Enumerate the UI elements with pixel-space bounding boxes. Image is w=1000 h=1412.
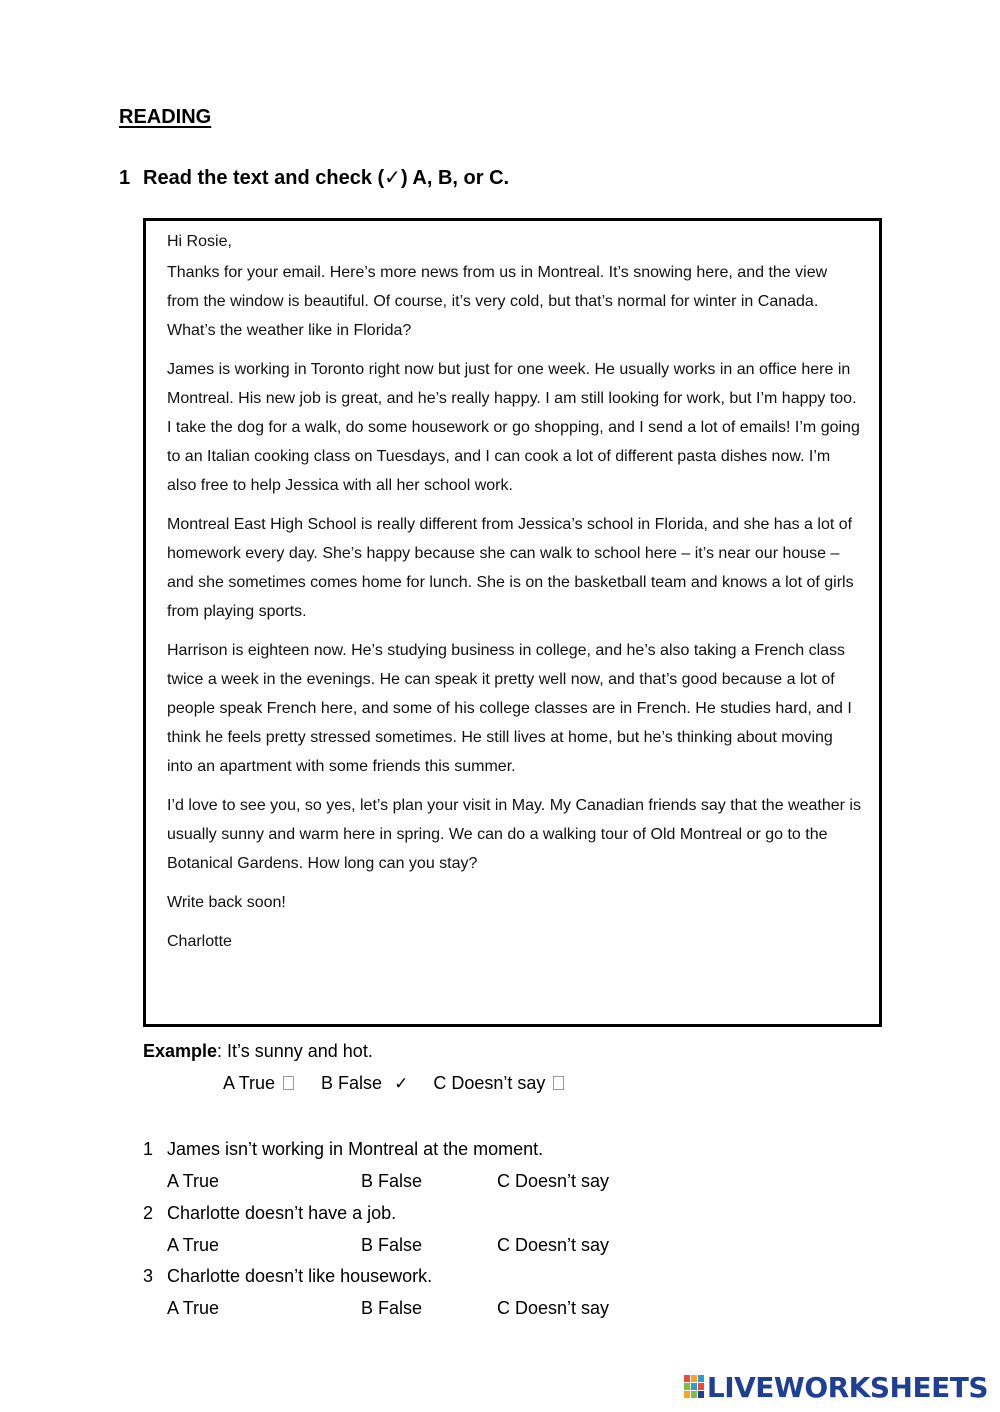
example-option-c [433,1073,564,1094]
question-number: 3 [143,1266,154,1286]
option-false[interactable]: B False [361,1171,423,1191]
reading-text-box [143,218,882,1027]
brand-name: LIVEWORKSHEETS [706,1370,988,1404]
question-2 [143,1203,396,1224]
example-option-c-label: C Doesn’t say [433,1073,546,1093]
letter-paragraph: Harrison is eighteen now. He’s studying business in college, and he’s also taking a French class twice a week in the evenings. He can speak it pretty well now, and that’s good because a lot of people speak French here, and some of his college classes are in French. He studies hard, and I think he feels pretty stressed sometimes. He still lives at home, but he’s thinking about moving into an apartment with some friends this summer. [167,642,852,775]
example-label: Example [143,1041,218,1061]
checkbox-icon [553,1076,564,1090]
letter [167,232,862,966]
question-text: James isn’t working in Montreal at the moment. [167,1139,544,1159]
section-title: READING [119,106,212,128]
checkmark-icon: ✓ [394,1074,409,1093]
option-false[interactable]: B False [361,1298,423,1318]
option-doesnt-say[interactable]: C Doesn’t say [497,1171,610,1191]
example-option-b-label: B False [321,1073,383,1093]
letter-greeting: Hi Rosie, [167,233,232,250]
exercise-number: 1 [119,167,131,189]
option-doesnt-say[interactable]: C Doesn’t say [497,1235,610,1255]
instruction-text: Read the text and check (✓) A, B, or C. [143,167,510,189]
liveworksheets-branding [683,1371,988,1403]
example-question [143,1041,373,1062]
option-true[interactable]: A True [167,1171,220,1191]
example-sentence: : It’s sunny and hot. [217,1041,373,1061]
exercise-instruction [119,165,509,190]
option-doesnt-say[interactable]: C Doesn’t say [497,1298,610,1318]
question-1 [143,1139,543,1160]
option-false[interactable]: B False [361,1235,423,1255]
letter-closing: Write back soon! [167,894,286,911]
example-option-b [321,1073,408,1094]
letter-paragraph: Thanks for your email. Here’s more news from us in Montreal. It’s snowing here, and the view from the window is beautiful. Of course, it’s very cold, but that’s normal for winter in Canada. What’s the weather like in Florida? [167,264,828,339]
liveworksheets-logo-icon [683,1374,705,1400]
letter-signature: Charlotte [167,933,232,950]
checkbox-icon [283,1076,294,1090]
letter-paragraph: James is working in Toronto right now but just for one week. He usually works in an office here in Montreal. His new job is great, and he’s really happy. I am still looking for work, but I’m happy too. I take the dog for a walk, do some housework or go shopping, and I send a lot of emails! I’m going to an Italian cooking class on Tuesdays, and I can cook a lot of different pasta dishes now. I’m also free to help Jessica with all her school work. [167,361,860,494]
question-text: Charlotte doesn’t have a job. [167,1203,397,1223]
question-number: 2 [143,1203,154,1223]
letter-paragraph: Montreal East High School is really different from Jessica’s school in Florida, and she has a lot of homework every day. She’s happy because she can walk to school here – it’s near our house – and she sometimes comes home for lunch. She is on the basketball team and knows a lot of girls from playing sports. [167,516,854,620]
question-text: Charlotte doesn’t like housework. [167,1266,433,1286]
option-true[interactable]: A True [167,1298,220,1318]
example-options [223,1073,564,1094]
example-option-a-label: A True [223,1073,276,1093]
example-option-a [223,1073,294,1094]
letter-paragraph: I’d love to see you, so yes, let’s plan your visit in May. My Canadian friends say that the weather is usually sunny and warm here in spring. We can do a walking tour of Old Montreal or go to the Botanical Gardens. How long can you stay? [167,797,861,872]
question-3 [143,1266,432,1287]
question-number: 1 [143,1139,154,1159]
option-true[interactable]: A True [167,1235,220,1255]
